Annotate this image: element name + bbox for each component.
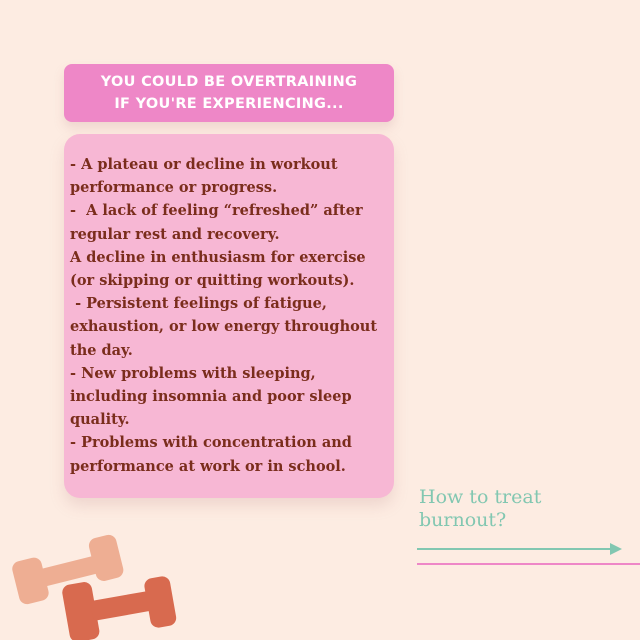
symptom-item: - Problems with concentration and performance at work or in school. (70, 434, 357, 475)
arrow-head-icon[interactable] (610, 543, 622, 555)
cta-link-how-to-treat-burnout[interactable]: How to treat burnout? (419, 486, 542, 531)
right-arrow-icon[interactable] (417, 548, 613, 550)
header-card (64, 64, 394, 122)
symptoms-card (64, 134, 394, 498)
header-title: YOU COULD BE OVERTRAINING IF YOU'RE EXPERIENCING... (100, 74, 358, 112)
dumbbell-icon (0, 525, 200, 640)
symptom-item: A decline in enthusiasm for exercise (or skipping or quitting workouts). (70, 248, 371, 290)
symptom-item: - New problems with sleeping, including insomnia and poor sleep quality. (70, 364, 357, 429)
symptom-item: - Persistent feelings of fatigue, exhaustion, or low energy throughout the day. (70, 295, 383, 359)
symptoms-list (70, 153, 392, 478)
divider-line (417, 563, 640, 565)
symptom-item: - A plateau or decline in workout performance or progress. (70, 156, 343, 197)
symptom-item: - A lack of feeling “refreshed” after regular rest and recovery. (70, 202, 368, 243)
